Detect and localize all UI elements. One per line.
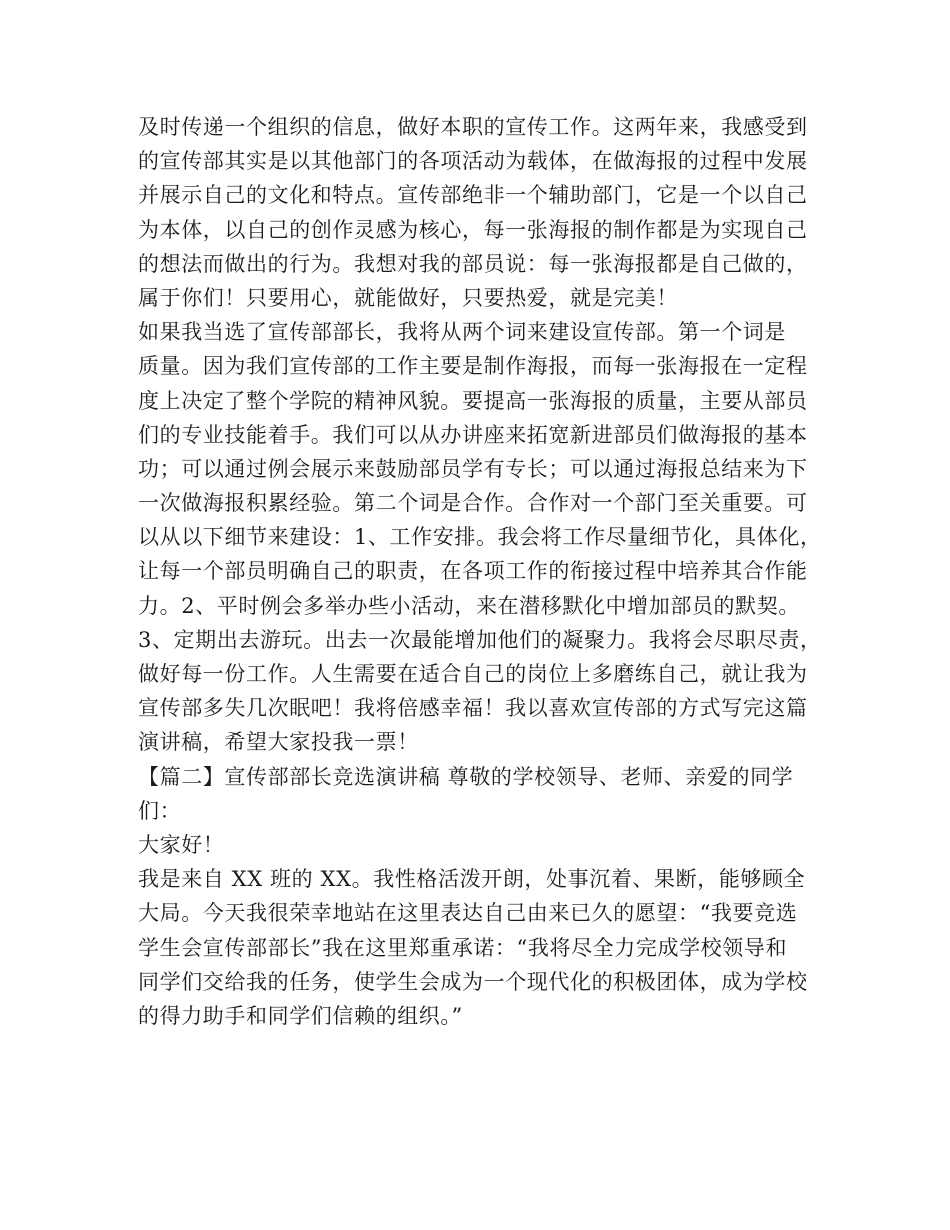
text-line: 力。2、平时例会多举办些小活动，来在潜移默化中增加部员的默契。 <box>138 593 800 618</box>
text-line: 们： <box>138 798 182 823</box>
text-line: 功；可以通过例会展示来鼓励部员学有专长；可以通过海报总结来为下 <box>138 456 808 481</box>
text-line: 做好每一份工作。人生需要在适合自己的岗位上多磨练自己，就让我为 <box>138 662 808 686</box>
text-line: 为本体，以自己的创作灵感为核心，每一张海报的制作都是为实现自己 <box>138 217 808 242</box>
text-line: 演讲稿，希望大家投我一票！ <box>138 730 419 755</box>
text-line: 并展示自己的文化和特点。宣传部绝非一个辅助部门，它是一个以自己 <box>138 183 808 208</box>
text-line: 学生会宣传部部长”我在这里郑重承诺：“我将尽全力完成学校领导和 <box>138 935 788 960</box>
body-text <box>138 110 838 1033</box>
text-line: 让每一个部员明确自己的职责，在各项工作的衔接过程中培养其合作能 <box>138 559 808 584</box>
text-line: 3、定期出去游玩。出去一次最能增加他们的凝聚力。我将会尽职尽责， <box>138 627 822 652</box>
text-line: 宣传部多失几次眠吧！我将倍感幸福！我以喜欢宣传部的方式写完这篇 <box>138 696 808 721</box>
text-line: 属于你们！只要用心，就能做好，只要热爱，就是完美！ <box>138 285 678 310</box>
text-line: 的宣传部其实是以其他部门的各项活动为载体，在做海报的过程中发展 <box>138 149 808 174</box>
section-heading-line: 【篇二】宣传部部长竞选演讲稿 尊敬的学校领导、老师、亲爱的同学 <box>138 764 794 789</box>
text-line: 以从以下细节来建设：1、工作安排。我会将工作尽量细节化，具体化， <box>138 525 822 550</box>
text-line: 一次做海报积累经验。第二个词是合作。合作对一个部门至关重要。可 <box>138 491 808 516</box>
text-line: 同学们交给我的任务，使学生会成为一个现代化的积极团体，成为学校 <box>138 969 808 994</box>
text-line: 的想法而做出的行为。我想对我的部员说：每一张海报都是自己做的， <box>138 251 808 276</box>
greeting-line: 大家好！ <box>138 832 225 857</box>
text-line: 度上决定了整个学院的精神风貌。要提高一张海报的质量，主要从部员 <box>138 388 808 413</box>
text-line: 及时传递一个组织的信息，做好本职的宣传工作。这两年来，我感受到 <box>138 115 808 139</box>
text-line: 如果我当选了宣传部部长，我将从两个词来建设宣传部。第一个词是 <box>138 320 786 345</box>
text-line: 我是来自 XX 班的 XX。我性格活泼开朗，处事沉着、果断，能够顾全 <box>138 867 806 892</box>
text-line: 大局。今天我很荣幸地站在这里表达自己由来已久的愿望：“我要竞选 <box>138 901 798 926</box>
text-line: 的得力助手和同学们信赖的组织。” <box>138 1003 463 1028</box>
text-line: 质量。因为我们宣传部的工作主要是制作海报，而每一张海报在一定程 <box>138 354 808 379</box>
text-line: 们的专业技能着手。我们可以从办讲座来拓宽新进部员们做海报的基本 <box>138 422 808 447</box>
